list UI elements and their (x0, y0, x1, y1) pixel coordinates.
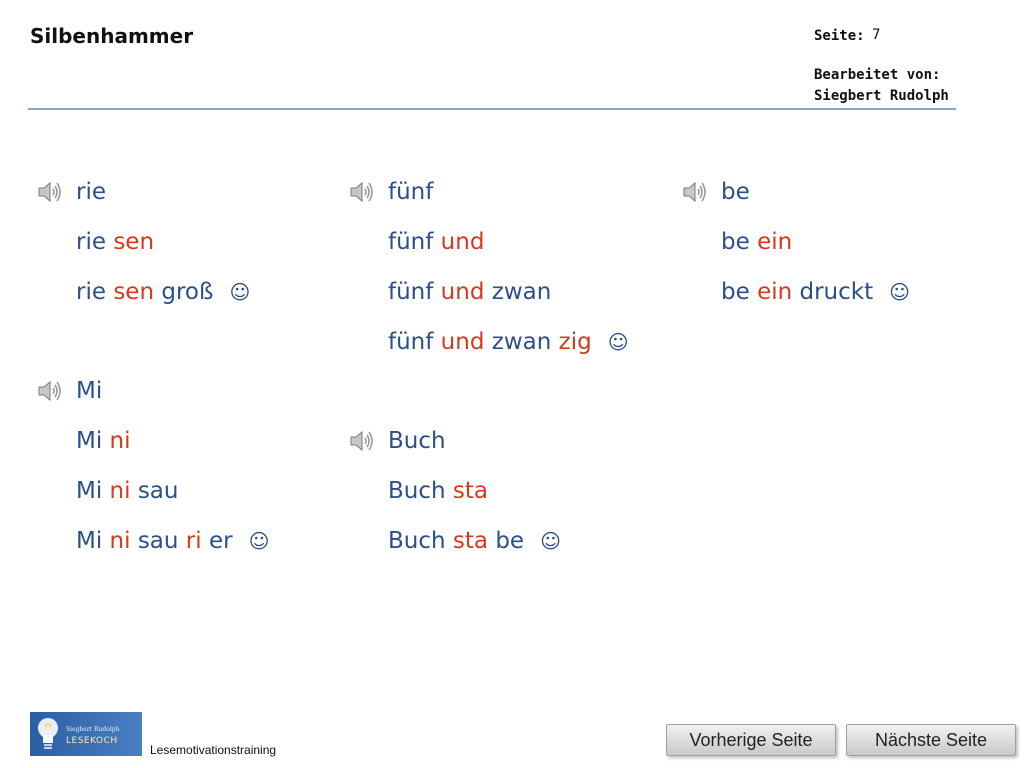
lightbulb-icon (34, 715, 62, 753)
syllable: sau (137, 528, 179, 554)
syllable-highlight: ri (185, 528, 202, 554)
word-line (721, 224, 910, 274)
syllable: er (208, 528, 233, 554)
syllable: druckt (799, 279, 874, 305)
syllable-highlight: sen (113, 229, 155, 255)
syllable-highlight: und (440, 229, 485, 255)
syllable-highlight: ein (757, 279, 793, 305)
word-line (76, 373, 269, 423)
logo-name: Siegbert Rudolph (66, 726, 120, 733)
syllable: Mi (76, 528, 103, 554)
next-page-button[interactable]: Nächste Seite (846, 724, 1016, 756)
word-line (76, 174, 250, 224)
page-label: Seite: (814, 28, 865, 44)
word-line (76, 224, 250, 274)
syllable: groß (161, 279, 214, 305)
syllable: fünf (388, 329, 434, 355)
speaker-icon[interactable] (348, 427, 376, 455)
word-set-fuenf (388, 174, 629, 374)
syllable: Mi (76, 478, 103, 504)
author-name: Siegbert Rudolph (814, 88, 949, 104)
syllable: sau (137, 478, 179, 504)
syllable: Buch (388, 428, 446, 454)
word-line (76, 523, 269, 573)
word-set-be (721, 174, 910, 324)
syllable: be (721, 279, 750, 305)
syllable-highlight: ein (757, 229, 793, 255)
syllable-highlight: und (440, 329, 485, 355)
smiley-icon: ☺ (248, 529, 270, 553)
syllable: be (495, 528, 525, 554)
syllable: zwan (491, 329, 552, 355)
lesekoch-logo (30, 712, 142, 756)
syllable-highlight: sta (452, 478, 489, 504)
syllable: rie (76, 279, 106, 305)
word-line (388, 174, 629, 224)
word-line (721, 174, 910, 224)
syllable: fünf (388, 179, 434, 205)
syllable-highlight: und (440, 279, 485, 305)
syllable: be (721, 179, 750, 205)
syllable: zwan (491, 279, 552, 305)
syllable-highlight: sta (452, 528, 489, 554)
word-line (388, 473, 561, 523)
word-line (388, 224, 629, 274)
syllable: Buch (388, 528, 446, 554)
word-set-rie (76, 174, 250, 324)
syllable: fünf (388, 279, 434, 305)
speaker-icon[interactable] (36, 178, 64, 206)
header-divider (28, 108, 956, 110)
word-set-buch (388, 423, 561, 573)
word-line (76, 423, 269, 473)
syllable: Mi (76, 378, 103, 404)
smiley-icon: ☺ (607, 330, 629, 354)
page-title: Silbenhammer (30, 24, 194, 48)
syllable: be (721, 229, 750, 255)
syllable: Mi (76, 428, 103, 454)
syllable-highlight: sen (113, 279, 155, 305)
syllable: rie (76, 179, 106, 205)
syllable: fünf (388, 229, 434, 255)
word-line (76, 473, 269, 523)
word-line (76, 274, 250, 324)
syllable-highlight: ni (109, 428, 131, 454)
word-line (388, 423, 561, 473)
word-line (388, 324, 629, 374)
word-line (388, 274, 629, 324)
speaker-icon[interactable] (348, 178, 376, 206)
word-set-mi (76, 373, 269, 573)
word-line (721, 274, 910, 324)
smiley-icon: ☺ (229, 280, 251, 304)
syllable: rie (76, 229, 106, 255)
edited-by-label: Bearbeitet von: (814, 67, 941, 83)
smiley-icon: ☺ (889, 280, 910, 304)
syllable-highlight: ni (109, 528, 131, 554)
syllable-highlight: ni (109, 478, 131, 504)
word-line (388, 523, 561, 573)
syllable: Buch (388, 478, 446, 504)
speaker-icon[interactable] (36, 377, 64, 405)
smiley-icon: ☺ (540, 529, 561, 553)
speaker-icon[interactable] (681, 178, 709, 206)
syllable-highlight: zig (558, 329, 592, 355)
footer-label: Lesemotivationstraining (150, 743, 277, 757)
page-number: 7 (872, 27, 881, 43)
previous-page-button[interactable]: Vorherige Seite (666, 724, 836, 756)
logo-brand: LESEKOCH (66, 736, 118, 746)
